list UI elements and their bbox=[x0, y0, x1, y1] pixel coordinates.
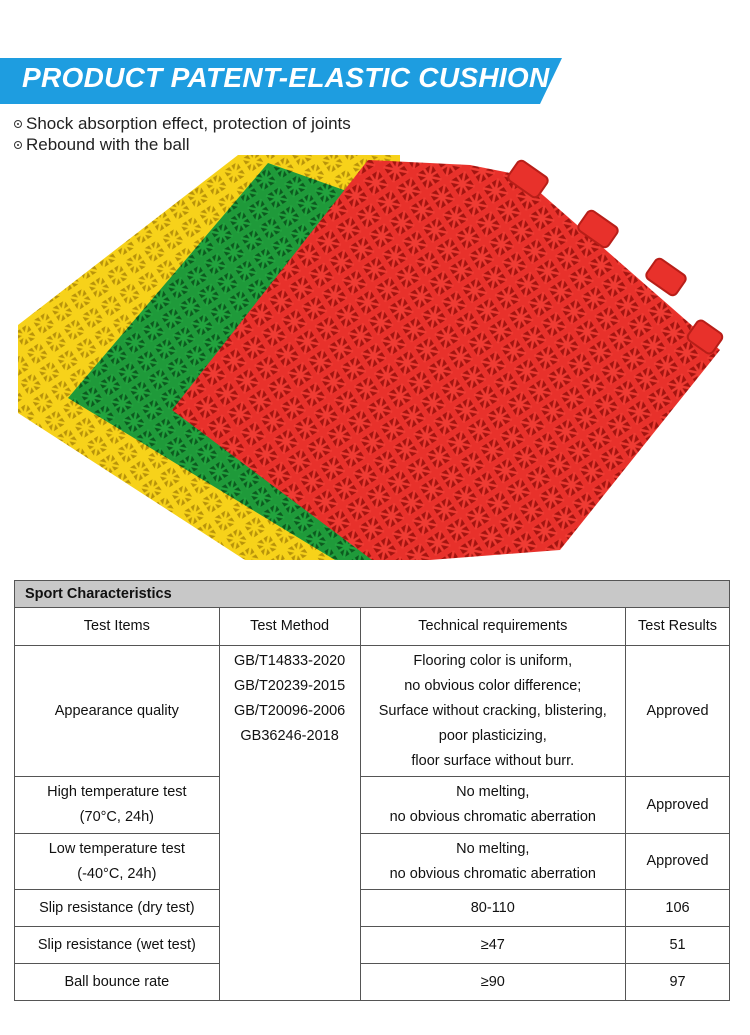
table-row bbox=[15, 834, 730, 890]
table-row bbox=[15, 927, 730, 964]
test-item: Slip resistance (dry test) bbox=[15, 890, 220, 927]
requirement: No melting, no obvious chromatic aberration bbox=[360, 834, 626, 890]
bullet-icon bbox=[14, 141, 22, 149]
requirement: 80-110 bbox=[360, 890, 626, 927]
test-result: Approved bbox=[626, 834, 730, 890]
requirement: ≥90 bbox=[360, 964, 626, 1001]
requirement: No melting, no obvious chromatic aberration bbox=[360, 777, 626, 834]
product-photo bbox=[0, 155, 750, 560]
test-item: Appearance quality bbox=[15, 646, 220, 777]
section-title: Sport Characteristics bbox=[15, 581, 730, 608]
test-result: 97 bbox=[626, 964, 730, 1001]
header-test-results: Test Results bbox=[626, 608, 730, 646]
test-item: High temperature test (70°C, 24h) bbox=[15, 777, 220, 834]
title-banner bbox=[0, 58, 750, 104]
header-test-items: Test Items bbox=[15, 608, 220, 646]
feature-item bbox=[14, 134, 351, 155]
test-result: Approved bbox=[626, 777, 730, 834]
table-row bbox=[15, 777, 730, 834]
table-row bbox=[15, 890, 730, 927]
test-item: Ball bounce rate bbox=[15, 964, 220, 1001]
test-item: Low temperature test (-40°C, 24h) bbox=[15, 834, 220, 890]
banner-title: PRODUCT PATENT-ELASTIC CUSHION bbox=[22, 62, 550, 93]
header-test-method: Test Method bbox=[219, 608, 360, 646]
feature-text: Rebound with the ball bbox=[26, 135, 190, 154]
table-row bbox=[15, 646, 730, 777]
table-row bbox=[15, 964, 730, 1001]
requirement: ≥47 bbox=[360, 927, 626, 964]
test-result: 51 bbox=[626, 927, 730, 964]
test-item: Slip resistance (wet test) bbox=[15, 927, 220, 964]
test-method: GB/T14833-2020 GB/T20239-2015 GB/T20096-2006 GB36246-2018 bbox=[219, 646, 360, 1001]
test-result: Approved bbox=[626, 646, 730, 777]
requirement: Flooring color is uniform, no obvious color difference; Surface without cracking, blistering, poor plasticizing, floor surface without burr. bbox=[360, 646, 626, 777]
spec-table bbox=[14, 580, 730, 1001]
feature-text: Shock absorption effect, protection of joints bbox=[26, 114, 351, 133]
feature-item bbox=[14, 113, 351, 134]
test-result: 106 bbox=[626, 890, 730, 927]
feature-list bbox=[14, 113, 351, 155]
bullet-icon bbox=[14, 120, 22, 128]
header-tech-requirements: Technical requirements bbox=[360, 608, 626, 646]
